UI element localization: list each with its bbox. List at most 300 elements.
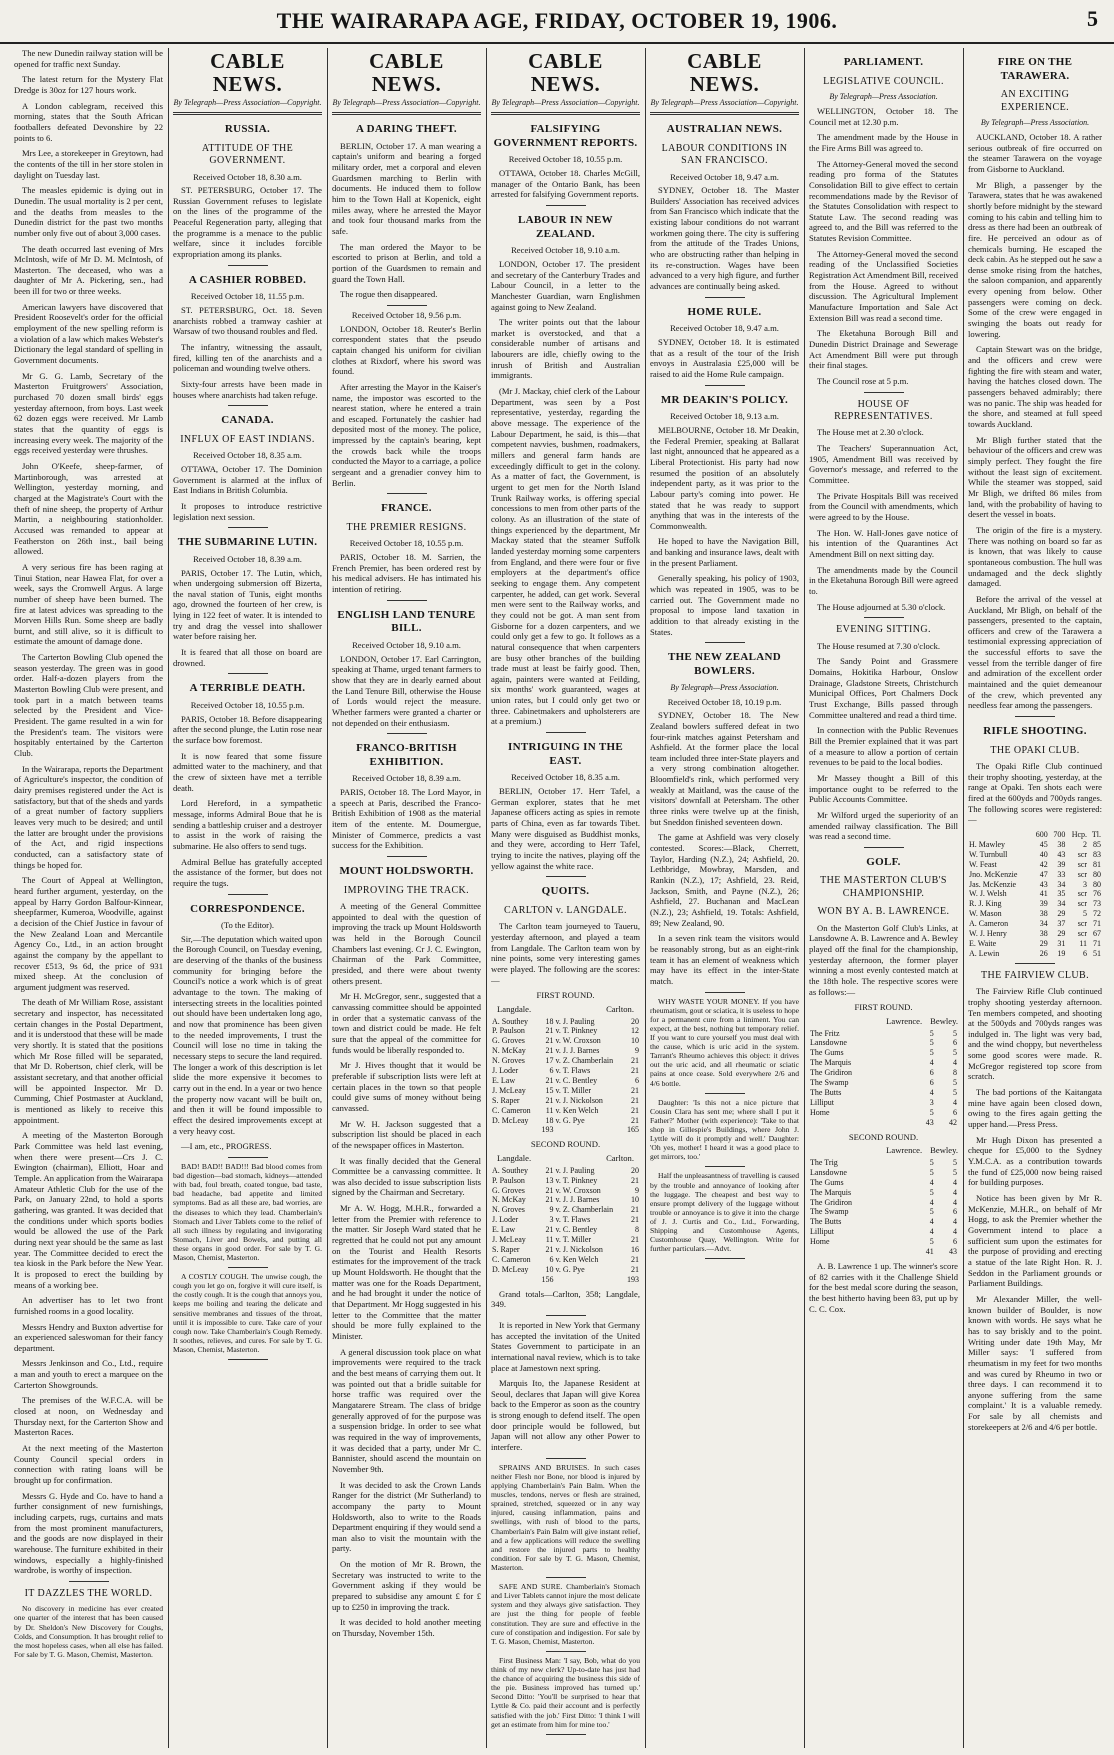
table-cell: 6 [953, 1107, 957, 1117]
article-paragraph: PARIS, October 18. Before disappearing after the second plunge, the Lutin rose near the surface bow foremost. [173, 713, 322, 746]
table-cell: 5 [953, 1087, 957, 1097]
table-header-cell: 600 [1035, 830, 1048, 840]
table-cell: 18 [545, 1115, 554, 1125]
article-paragraph: (Mr J. Mackay, chief clerk of the Labour Department, was seen by a Post representative, yesterday, regarding the above message. The experience of the Labour Department, he said, is this—that competent navvies, bushmen, roadmakers, millers and general farm hands are exceedingly difficult to get in the colony. As a matter of fact, the Government, is urgent to get men for the North Island Trunk Railway works, is offering special concessions to men from other parts of the colony. As an illustration of the state of things experienced by the department, Mr Mackay stated that the steamer Suffolk landed yesterday morning some carpenters from England, and there were four or five employers at the department's office seeking to engage them. Any competent carpenter, he added, can get work. Several men were sent to the Railway works, and they could not be got. A man sent from Gisborne for a dozen carpenters, and we could only get a few to go. It follows as a natural consequence that when carpenters are busy other branches of the building trade must at least be fairly good. Then, again, painters were wanted at Feilding, six months' work guaranteed, wages at union rates, but I could only get two or three. Cabinetmakers and upholsterers are at a premium.) [491, 386, 640, 727]
table-cell: 21 [545, 1095, 554, 1105]
article-subtitle: IMPROVING THE TRACK. [343, 884, 470, 896]
table-cell: Lansdowne [810, 1038, 847, 1048]
table-row [809, 1207, 958, 1217]
news-paragraph: Messrs Jenkinson and Co., Ltd., require a man and youth to erect a marquee on the Carterton Showgrounds. [14, 1358, 163, 1390]
table-cell: 6 [929, 1078, 934, 1088]
article-subtitle: THE PREMIER RESIGNS. [346, 522, 467, 534]
article-title: THE NEW ZEALAND BOWLERS. [667, 651, 782, 677]
article-subtitle: LABOUR CONDITIONS IN SAN FRANCISCO. [661, 142, 788, 167]
table-cell: 83 [1093, 849, 1101, 859]
score-table [809, 1029, 958, 1128]
table-cell: 4 [929, 1058, 934, 1068]
section-heading: PARLIAMENT. [843, 56, 924, 68]
table-cell: 8 [953, 1068, 957, 1078]
table-cell: 17 [545, 1056, 554, 1066]
article-subtitle: THE FAIRVIEW CLUB. [981, 969, 1089, 981]
article-paragraph: Notice has been given by Mr R. McKenzie, M.H.R., on behalf of Mr Hogg, to ask the Premier whether the Government intend to place a sufficient sum upon the estimates for the purpose of providing and erecting a statue of the late Right Hon. R. J. Seddon in the Parliament grounds or Parliament Buildings. [968, 1193, 1102, 1289]
ad-text: BAD! BAD!! BAD!!! Bad blood comes from bad digestion—bad stomach, kidneys—attended with bad, foul breath, coated tongue, bad taste, bad headache, bad appetite and limited symptoms. Bad as all these are, bad worries, are the diseases to which they lead. Chamberlain's Stomach and Liver Tablets come to the relief of all such illness by regulating and invigorating Stomach, Liver and Bowels, and putting all these organs in good order. For sale by T. G. Mason, Chemist, Masterton. [173, 1161, 322, 1263]
dateline: Received October 18, 8.39 a.m. [352, 773, 461, 784]
news-paragraph: A London cablegram, received this morning, states that the South African footballers defeated Devonshire by 22 points to 6. [14, 100, 163, 143]
table-cell: 45 [1039, 839, 1048, 849]
double-rule [650, 112, 799, 115]
article-subtitle: LEGISLATIVE COUNCIL. [823, 75, 944, 87]
article-paragraph: In connection with the Public Revenues Bill the Premier explained that it was part of a measure to allow a portion of certain revenues to be paid to the local bodies. [809, 725, 958, 768]
ad-text: First Business Man: 'I say, Bob, what do you think of my new clerk? Up-to-date has just had the chance of acquiring the business this side of the pie. Business improved has turned up.' Second Ditto: 'You'll be surprised to hear that Lyttle & Co. paid their account and is perfectly satisfied with the job.' First Ditto: 'I think I will get an estimate from him for mine too.' [491, 1655, 640, 1729]
divider [228, 527, 268, 528]
table-cell: H. Mawley [969, 839, 1005, 849]
column-rule [963, 48, 964, 1748]
table-cell: scr [1077, 899, 1088, 909]
divider [228, 1359, 268, 1360]
page-number: 5 [1087, 6, 1098, 31]
divider [228, 894, 268, 895]
table-header-cell: 700 [1053, 830, 1066, 840]
table-cell: G. Groves [492, 1036, 525, 1046]
table-cell: 6 [953, 1207, 957, 1217]
news-paragraph: The death occurred last evening of Mrs McIntosh, wife of Mr D. M. McIntosh, of Masterton. The deceased, who was a daughter of Mr A. Pickering, sen., had been ill for two or three weeks. [14, 243, 163, 297]
article-paragraph: Mr H. McGregor, senr., suggested that a canvassing committee should be appointed in order that a systematic canvass of the town and district could be made. He felt sure that the appeal of the committee for funds would be liberally responded to. [332, 991, 481, 1055]
total-cell: 193 [541, 1125, 554, 1135]
score-table [491, 1166, 640, 1285]
divider [705, 992, 745, 993]
divider [546, 876, 586, 877]
table-row [809, 1108, 958, 1118]
table-cell: v. T. Flaws [555, 1066, 591, 1076]
article-paragraph: SYDNEY, October 18. The Master Builders' Association has received advices from San Francisco which indicate that the existing labour conditions do not warrant workmen going there. The city is suffering from the attitude of the Trades Unions, who are obstructing rather than helping in its re-construction. Wages have been advanced to a very high figure, and further advances are continually being asked. [650, 185, 799, 292]
section-heading: CABLE NEWS. [369, 49, 444, 97]
table-cell: v. Ken Welch [555, 1254, 599, 1264]
dateline: Received October 18, 10.55 p.m. [508, 154, 623, 165]
table-cell: scr [1077, 869, 1088, 879]
table-cell: 33 [1057, 869, 1066, 879]
player-name: Bewley. [930, 1015, 958, 1026]
article-paragraph: WELLINGTON, October 18. The Council met at 12.30 p.m. [809, 105, 958, 127]
table-cell: 5 [929, 1107, 934, 1117]
total-cell: 42 [949, 1117, 957, 1127]
news-paragraph: Mrs Lee, a storekeeper in Greytown, had the contents of the till in her store stolen in daylight on Tuesday last. [14, 148, 163, 180]
article-paragraph: Captain Stewart was on the bridge, and the officers and crew were fighting the fire with steam and water, having the hatches closed down. The passengers behaved admirably; there was no panic. The ship was headed for the shore, and steamed at full speed towards Auckland. [968, 344, 1102, 429]
table-cell: The Trig [810, 1157, 838, 1167]
table-row [809, 1168, 958, 1178]
article-paragraph: LONDON, October 18. Reuter's Berlin correspondent states that the pseudo captain changed his uniform for civilian clothes at Rixdorf, where his sword was found. [332, 323, 481, 377]
table-cell: 4 [929, 1177, 934, 1187]
article-title: THE SUBMARINE LUTIN. [177, 536, 318, 549]
dateline: Received October 18, 9.47 a.m. [670, 171, 779, 182]
table-cell: 51 [1093, 948, 1101, 958]
correspondence-title: CORRESPONDENCE. [190, 902, 305, 915]
blank-cell [491, 1275, 538, 1285]
table-cell: 34 [1057, 879, 1066, 889]
article-paragraph: OTTAWA, October 18. Charles McGill, manager of the Ontario Bank, has been arrested for falsifying Government reports. [491, 168, 640, 200]
table-cell: N. Groves [492, 1205, 525, 1215]
table-cell: v. Ken Welch [555, 1105, 599, 1115]
table-row [491, 1096, 640, 1106]
table-cell: 38 [1057, 839, 1066, 849]
table-cell: A. Lewin [969, 948, 1000, 958]
byline: By Telegraph—Press Association. [829, 92, 938, 102]
table-cell: 5 [929, 1237, 934, 1247]
divider [387, 600, 427, 601]
dateline: Received October 18, 10.55 p.m. [190, 700, 305, 711]
table-row [491, 1046, 640, 1056]
table-row [809, 1078, 958, 1088]
table-row [491, 1265, 640, 1275]
table-cell: S. Raper [492, 1244, 520, 1254]
table-cell: N. McKay [492, 1195, 526, 1205]
article-title: FALSIFYING GOVERNMENT REPORTS. [493, 123, 638, 149]
article-title: INTRIGUING IN THE EAST. [508, 741, 623, 767]
article-paragraph: LONDON, October 17. Earl Carrington, speaking at Thame, urged tenant farmers to show that they are in dearly earned about the Land Tenure Bill, otherwise the House of Lords would reject the measure. Whether farmers were granted a charter or not depended on their enthusiasm. [332, 653, 481, 728]
team-header [491, 1004, 640, 1015]
dateline: Received October 18, 9.56 p.m. [351, 309, 462, 320]
team-name: Carlton. [606, 1003, 634, 1014]
table-cell: 3 [1083, 879, 1088, 889]
blank-cell [554, 1125, 623, 1135]
article-title: RUSSIA. [224, 123, 271, 136]
table-cell: 6 [953, 1038, 957, 1048]
divider [546, 732, 586, 733]
totals-row [809, 1247, 958, 1257]
byline: By Telegraph—Press Association. [980, 118, 1090, 128]
article-subtitle: WON BY A. B. LAWRENCE. [817, 906, 950, 918]
article-paragraph: The Attorney-General moved the second reading of the Unclassified Societies Registration Act Amendment Bill, received from the House. Agreed to without discussion. The Agricultural Implement Manufacture Importation and Sale Act Extension Bill was read a second time. [809, 248, 958, 323]
table-cell: 6 [635, 1075, 639, 1085]
table-cell: v. T. Pinkney [555, 1026, 598, 1036]
table-cell: 5 [1083, 909, 1088, 919]
article-paragraph: The Opaki Rifle Club continued their trophy shooting, yesterday, at the range at Opaki. Ten shots each were fired at the 600yds and 700yds ranges. The following scores were registered:— [968, 761, 1102, 825]
table-cell: 19 [1057, 948, 1066, 958]
section-heading: CABLE NEWS. [528, 49, 603, 97]
blank-cell [491, 1125, 538, 1135]
table-cell: J. Loder [492, 1215, 519, 1225]
table-cell: 5 [929, 1048, 934, 1058]
table-cell: 4 [953, 1058, 957, 1068]
grand-totals: Grand totals—Carlton, 358; Langdale, 349. [491, 1288, 640, 1310]
player-name: Bewley. [930, 1145, 958, 1156]
table-cell: 5 [929, 1187, 934, 1197]
section-heading: FIRE ON THE TARAWERA. [997, 56, 1073, 82]
table-cell: 5 [953, 1157, 957, 1167]
news-paragraph: Messrs Hendry and Buxton advertise for an experienced saleswoman for their fancy department. [14, 1321, 163, 1353]
article-paragraph: It is feared that all those on board are drowned. [173, 647, 322, 668]
table-cell: v. T. Miller [555, 1085, 592, 1095]
article-paragraph: The origin of the fire is a mystery. There was nothing on board so far as is known, that was likely to cause spontaneous combustion. The hull was undamaged and the deck slightly damaged. [968, 524, 1102, 589]
article-paragraph: The Hon. W. Hall-Jones gave notice of his intention of the Quarantines Act Amendment Bill on next sitting day. [809, 527, 958, 560]
article-subtitle: CARLTON v. LANGDALE. [504, 904, 627, 916]
table-row [809, 1038, 958, 1048]
table-row [491, 1036, 640, 1046]
table-cell: 6 [929, 1068, 934, 1078]
table-cell: 4 [953, 1097, 957, 1107]
column-rule [327, 48, 328, 1748]
article-title: MOUNT HOLDSWORTH. [339, 865, 474, 878]
table-cell: 21 [631, 1085, 639, 1095]
table-cell: 38 [1039, 929, 1048, 939]
table-cell: 12 [631, 1026, 639, 1036]
table-cell: v. J. Nickolson [555, 1095, 603, 1105]
byline: By Telegraph—Press Association—Copyright. [332, 98, 481, 108]
table-cell: 29 [1057, 909, 1066, 919]
table-cell: 31 [1057, 938, 1066, 948]
table-cell: 29 [1057, 929, 1066, 939]
article-paragraph: Lord Hereford, in a sympathetic message, informs Admiral Boue that he is sending a battleship cruiser and a destroyer to assist in the work of raising the submarine. He also offers to send tugs. [173, 798, 322, 851]
table-row [968, 880, 1102, 890]
team-header [491, 1153, 640, 1164]
table-cell: 80 [1093, 869, 1101, 879]
dateline: Received October 18, 11.55 p.m. [190, 291, 305, 302]
article-paragraph: The Private Hospitals Bill was received from the Council with amendments, which were agreed to by the House. [809, 490, 958, 523]
table-cell: 4 [929, 1217, 934, 1227]
table-header-cell: Tl. [1091, 830, 1101, 840]
section-heading: CABLE NEWS. [687, 49, 762, 97]
article-paragraph: It was decided to hold another meeting on Thursday, November 15th. [332, 1617, 481, 1639]
table-cell: 10 [545, 1264, 554, 1274]
article-paragraph: The Council rose at 5 p.m. [817, 376, 909, 387]
article-subtitle: EVENING SITTING. [836, 624, 931, 636]
article-paragraph: The infantry, witnessing the assault, fired, killing ten of the anarchists and a policeman and wounding twelve others. [173, 342, 322, 374]
table-cell: 73 [1093, 899, 1101, 909]
table-cell: 8 [635, 1225, 639, 1235]
score-table [809, 1158, 958, 1257]
table-cell: 47 [1039, 869, 1048, 879]
divider [69, 1581, 109, 1582]
table-cell: 20 [631, 1165, 639, 1175]
dateline: Received October 18, 10.19 p.m. [667, 696, 782, 707]
table-row [968, 949, 1102, 959]
dateline: Received October 18, 10.55 p.m. [349, 538, 464, 549]
columns [14, 48, 1104, 1748]
table-cell: Lilliput [810, 1227, 834, 1237]
table-cell: The Gums [810, 1177, 844, 1187]
article-paragraph: Generally speaking, his policy of 1903, which was repeated in 1905, was to be carried out. The Government made no proposal to impose land taxation in addition to that already existing in the States. [650, 573, 799, 637]
round-label: FIRST ROUND. [536, 990, 595, 1001]
table-cell: 42 [1039, 859, 1048, 869]
blank-cell [554, 1275, 623, 1285]
news-paragraph: An advertiser has to let two front furnished rooms in a good locality. [14, 1295, 163, 1316]
total-cell: 43 [925, 1117, 934, 1127]
article-paragraph: He hoped to have the Navigation Bill, and banking and insurance laws, dealt with in the present Parliament. [650, 536, 799, 568]
column-cable-news-4 [650, 48, 799, 1748]
table-cell: 3 [929, 1097, 934, 1107]
article-title: GOLF. [866, 855, 901, 868]
table-cell: J. McLeay [492, 1085, 526, 1095]
article-paragraph: MELBOURNE, October 18. Mr Deakin, the Federal Premier, speaking at Ballarat last night, announced that he appeared as a Liberal Protectionist. His party had now resumed the position of an absolutely independent party, as it was prior to the Labour party's coming into power. He stated that he was ready to support anything that was in the interests of the Commonwealth. [650, 424, 799, 531]
article-paragraph: It was decided to ask the Crown Lands Ranger for the district (Mr Sutherland) to accompany the party to Mount Holdsworth, also to write to the Roads Department enquiring if they would send a man also to visit the mountain with the party. [332, 1479, 481, 1554]
round-label: FIRST ROUND. [854, 1002, 913, 1013]
article-title: FRANCE. [381, 502, 432, 515]
divider [387, 493, 427, 494]
article-subtitle: AN EXCITING EXPERIENCE. [1000, 89, 1070, 113]
news-paragraph: The measles epidemic is dying out in Dunedin. The usual mortality is 2 per cent, and the deaths from measles to the Dunedin district for the past two months number only five out of about 3,000 cases. [14, 185, 163, 238]
double-rule [173, 112, 322, 115]
article-paragraph: SYDNEY, October 18. It is estimated that as a result of the tour of the Irish envoys in Australasia £25,000 will be raised to aid the Home Rule campaign. [650, 337, 799, 379]
table-row [491, 1106, 640, 1116]
table-cell: The Gums [810, 1048, 844, 1058]
team-name: Carlton. [606, 1153, 634, 1164]
table-cell: scr [1077, 889, 1088, 899]
news-paragraph: The premises of the W.F.C.A. will be closed at noon, on Wednesday and Thursday next, for the Carterton Show and Masterton Races. [14, 1395, 163, 1438]
round-label: SECOND ROUND. [848, 1131, 919, 1142]
table-cell: 5 [929, 1157, 934, 1167]
column-rule [486, 48, 487, 1748]
divider [705, 642, 745, 643]
column-cable-news-2 [332, 48, 481, 1748]
table-cell: 11 [545, 1235, 554, 1245]
column-fire-on-tarawera [968, 48, 1102, 1748]
table-header-cell [968, 830, 1031, 840]
table-cell: 9 [635, 1046, 639, 1056]
article-title: AUSTRALIAN NEWS. [666, 123, 783, 136]
table-cell: 21 [631, 1205, 639, 1215]
ad-text: A COSTLY COUGH. The unwise cough, the cough you let go on, forgive it will cure itself, is the costly cough. It is the cough that annoys you, keeps me boiling and tearing the delicate and sensitive membranes and tissues of the throat, until it is impossible to cure. Take care of your cough now. Take Chamberlain's Cough Remedy. It soothes, relieves, and cures. For sale by T. G. Mason, Chemist, Masterton. [173, 1272, 322, 1355]
player-header [809, 1145, 958, 1156]
table-cell: 6 [1083, 948, 1088, 958]
table-cell: 4 [929, 1087, 934, 1097]
ad-heading: IT DAZZLES THE WORLD. [24, 1587, 153, 1599]
table-cell: The Swamp [810, 1207, 849, 1217]
divider [705, 385, 745, 386]
team-name: Langdale. [497, 1003, 532, 1014]
article-title: A DARING THEFT. [356, 123, 457, 136]
table-cell: v. J. Pauling [555, 1165, 595, 1175]
column-rule [168, 48, 169, 1748]
table-cell: 72 [1093, 909, 1101, 919]
table-cell: 5 [953, 1048, 957, 1058]
table-cell: D. McLeay [492, 1264, 529, 1274]
table-cell: 4 [953, 1227, 957, 1237]
article-paragraph: The Teachers' Superannuation Act, 1905, Amendment Bill was received by Governor's message, and referred to the Committee. [809, 443, 958, 486]
ad-text: SPRAINS AND BRUISES. In such cases neither Flesh nor Bone, nor blood is injured by applying Chamberlain's Pain Balm. When the muscles, tendons, nerves or flesh are strained, sprained, stretched, squeezed or in any way injured, causing inflammation, pains and swellings, with rush of blood to the parts, Chamberlain's Pain Balm will give instant relief, and a few applications will reduce the swelling and restore the injured parts to healthy condition. For sale by T. G. Mason, Chemist, Masterton. [491, 1462, 640, 1572]
table-cell: 21 [631, 1066, 639, 1076]
table-cell: 21 [545, 1244, 554, 1254]
table-row [809, 1178, 958, 1188]
table-cell: 71 [1093, 919, 1101, 929]
article-paragraph: The Eketahuna Borough Bill and Dunedin District Drainage and Sewerage Act Amendment Bill were put through their final stages. [809, 328, 958, 371]
divider [387, 305, 427, 306]
table-cell: 6 [953, 1237, 957, 1247]
article-paragraph: The writer points out that the labour market is overstocked, and that a considerable number of artisans and labourers are idle, chiefly owing to the inrush of British and Australian immigrants. [491, 317, 640, 381]
table-cell: The Fritz [810, 1028, 840, 1038]
table-cell: 21 [545, 1036, 554, 1046]
article-paragraph: The bad portions of the Kaitangata mine have again been closed down, owing to the fires again getting the upper hand.—Press Press. [968, 1087, 1102, 1130]
score-table [491, 1017, 640, 1136]
table-row [968, 909, 1102, 919]
table-row [809, 1048, 958, 1058]
table-cell: 43 [1057, 849, 1066, 859]
table-cell: scr [1077, 859, 1088, 869]
article-paragraph: ST. PETERSBURG, October 17. The Russian Government refuses to legislate on the lines of the programme of the Peaceful Regeneration party, alleging that the programme is a menace to the public welfare, since it includes forcible expropriation among its planks. [173, 185, 322, 260]
table-cell: 21 [631, 1056, 639, 1066]
article-subtitle: INFLUX OF EAST INDIANS. [180, 433, 315, 445]
article-paragraph: A. B. Lawrence 1 up. The winner's score of 82 carries with it the Challenge Shield for the best medal score during the season, the best hitherto having been 83, put up by C. C. Cox. [809, 1260, 958, 1314]
article-paragraph: PARIS, October 18. The Lord Mayor, in a speech at Paris, described the Franco-British Exhibition of 1908 as the material item of the entente. M. Doumergue, Minister of Commerce, predicts a vast success for the Exhibition. [332, 787, 481, 851]
table-row [968, 939, 1102, 949]
article-paragraph: OTTAWA, October 17. The Dominion Government is alarmed at the influx of East Indians in British Columbia. [173, 463, 322, 496]
article-paragraph: The House met at 2.30 o'clock. [817, 427, 924, 438]
table-cell: v. W. Croxson [555, 1036, 601, 1046]
article-paragraph: On the Masterton Golf Club's Links, at Lansdowne A. B. Lawrence and A. Bewley played off the final for the championship, yesterday afternoon, the former player winning a most evenly contested match at the 18th hole. The respective scores were as follows:— [809, 922, 958, 997]
table-cell: 15 [545, 1085, 554, 1095]
divider [228, 265, 268, 266]
table-cell: 21 [545, 1185, 554, 1195]
table-cell: Lilliput [810, 1097, 834, 1107]
divider [705, 1093, 745, 1094]
article-paragraph: The House adjourned at 5.30 o'clock. [817, 601, 946, 612]
article-paragraph: The man ordered the Mayor to be escorted to prison at Berlin, and told a portion of the Guardsmen to remain and guard the Town Hall. [332, 241, 481, 284]
table-cell: C. Cameron [492, 1105, 531, 1115]
table-cell: v. G. Pye [555, 1264, 585, 1274]
article-paragraph: ST. PETERSBURG, Oct. 18. Seven anarchists robbed a tramway cashier at Warsaw of two thousand roubles and fled. [173, 305, 322, 337]
table-cell: 26 [1039, 948, 1048, 958]
table-cell: N. McKay [492, 1046, 526, 1056]
ad-text: WHY WASTE YOUR MONEY. If you have rheumatism, gout or sciatica, it is useless to hope for a permanent cure from a liniment. You can expect, at the best, nothing but temporary relief. If you want to cure yourself you must deal with the cause, which is uric acid in the system. Tarrant's Rheumo achieves this object: it drives out the uric acid, and all rheumatic or sciatic pains at once cease. Sold everywhere 2/6 and 4/6 bottle. [650, 996, 799, 1088]
table-cell: 20 [631, 1016, 639, 1026]
dateline: Received October 18, 9.47 a.m. [670, 323, 779, 334]
divider [705, 1258, 745, 1259]
table-cell: Jas. McKenzie [969, 879, 1017, 889]
article-paragraph: BERLIN, October 17. Herr Tafel, a German explorer, states that he met Japanese officers acting as spies in remote parts of China, even as far towards Tibet. Many were disguised as Buddhist monks, and they were, according to Herr Tafel, trying to incite the natives, playing off the yellow against the white race. [491, 786, 640, 871]
news-paragraph: A meeting of the Masterton Borough Park Committee was held last evening, when there were present—Crs J. C. Ewington (chairman), Elliott, Hoar and Temple. An application from the Wairarapa Amateur Athletic Club for the use of the Park, on January 22nd, to hold a sports gathering, was granted. It was decided that the conditions under which sports bodies would be allowed the use of the Park during next year should be the same as last year. The Committee decided to erect the tea kiosk in the Park before the New Year. It is proposed to erect the building by means of a working bee. [14, 1130, 163, 1290]
table-cell: 41 [1039, 889, 1048, 899]
table-cell: W. Turnbull [969, 849, 1008, 859]
article-subtitle: ATTITUDE OF THE GOVERNMENT. [201, 142, 294, 167]
table-cell: E. Waite [969, 938, 997, 948]
article-title: A CASHIER ROBBED. [188, 273, 307, 286]
article-paragraph: It is reported in New York that Germany has accepted the invitation of the United States Government to participate in an international naval review, which is to take place at Jamestown next spring. [491, 1319, 640, 1373]
article-title: RIFLE SHOOTING. [983, 725, 1087, 738]
team-name: Langdale. [497, 1153, 532, 1164]
article-paragraph: Before the arrival of the vessel at Auckland, Mr Bligh, on behalf of the passengers, presented to the captain, officers and crew of the Tarawera a testimonial expressing appreciation of the successful efforts to save the vessel from the terrible danger of fire and admiration of the excellent order maintained and the quiet demeanour of the crew, which prevented any needless fear among the passengers. [968, 593, 1102, 711]
table-cell: 21 [631, 1215, 639, 1225]
table-cell: P. Paulson [492, 1175, 525, 1185]
table-cell: 4 [953, 1177, 957, 1187]
double-rule [332, 112, 481, 115]
byline: By Telegraph—Press Association—Copyright. [650, 98, 799, 108]
column-rule [645, 48, 646, 1748]
article-title: ENGLISH LAND TENURE BILL. [337, 608, 476, 635]
correspondence-subtitle: (To the Editor). [220, 920, 275, 931]
divider [1015, 963, 1055, 964]
divider [864, 847, 904, 848]
table-row [968, 860, 1102, 870]
table-cell: C. Cameron [492, 1254, 531, 1264]
table-cell: Home [810, 1237, 830, 1247]
table-row [491, 1176, 640, 1186]
column-cable-news-1 [173, 48, 322, 1748]
divider [387, 856, 427, 857]
table-cell: W. J. Henry [969, 929, 1007, 939]
table-row [491, 1116, 640, 1126]
article-title: FRANCO-BRITISH EXHIBITION. [356, 742, 457, 768]
article-paragraph: After arresting the Mayor in the Kaiser's name, the impostor was escorted to the nearest station, where he entered a train and escaped. Fortunately the cashier had deposited most of the money. The police, impressed by the captain's bearing, kept the crowds back while the troops conducted the Mayor to a carriage, a police sergeant and a grenadier convey him to Berlin. [332, 381, 481, 488]
table-row [491, 1255, 640, 1265]
article-title: CANADA. [221, 414, 274, 427]
table-cell: 67 [1093, 929, 1101, 939]
table-row [968, 929, 1102, 939]
table-cell: 4 [929, 1197, 934, 1207]
article-paragraph: On the motion of Mr R. Brown, the Secretary was instructed to write to the Government asking if they would be prepared to subsidise any amount £ for £ up to £250 in improving the track. [332, 1559, 481, 1612]
table-cell: 5 [953, 1028, 957, 1038]
table-cell: 10 [631, 1036, 639, 1046]
table-cell: 9 [549, 1205, 554, 1215]
table-cell: v. T. Miller [555, 1235, 592, 1245]
table-cell: Home [810, 1107, 830, 1117]
